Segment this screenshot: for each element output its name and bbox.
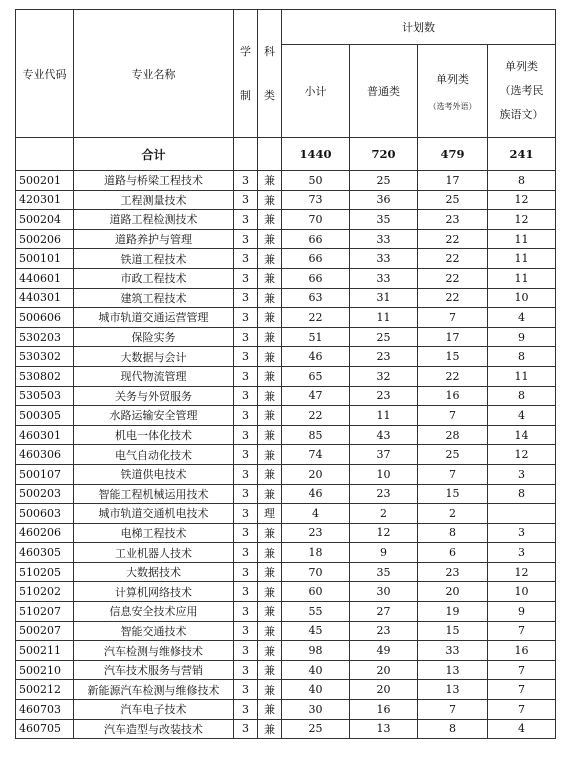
cell-subtotal: 60 — [282, 582, 350, 602]
cell-single2: 8 — [488, 171, 556, 191]
cell-name: 大数据技术 — [74, 562, 234, 582]
header-plan: 计划数 — [282, 10, 556, 45]
table-row — [16, 602, 556, 622]
cell-duration: 3 — [234, 543, 258, 563]
header-row-top — [16, 10, 556, 45]
cell-normal: 23 — [350, 386, 418, 406]
cell-single1: 23 — [418, 210, 488, 230]
table-row — [16, 406, 556, 426]
cell-single1: 17 — [418, 327, 488, 347]
cell-duration: 3 — [234, 425, 258, 445]
table-row — [16, 386, 556, 406]
cell-normal: 33 — [350, 229, 418, 249]
table-row — [16, 504, 556, 524]
cell-duration: 3 — [234, 366, 258, 386]
total-single2: 241 — [488, 138, 556, 171]
cell-normal: 35 — [350, 210, 418, 230]
table-row — [16, 249, 556, 269]
cell-category: 理 — [258, 504, 282, 524]
cell-code: 530503 — [16, 386, 74, 406]
cell-name: 现代物流管理 — [74, 366, 234, 386]
cell-category: 兼 — [258, 366, 282, 386]
cell-category: 兼 — [258, 719, 282, 739]
table-row — [16, 621, 556, 641]
cell-subtotal: 70 — [282, 562, 350, 582]
cell-single2: 8 — [488, 386, 556, 406]
cell-subtotal: 40 — [282, 680, 350, 700]
cell-single2: 3 — [488, 543, 556, 563]
table-row — [16, 190, 556, 210]
table-row — [16, 288, 556, 308]
header-name: 专业名称 — [74, 10, 234, 138]
cell-duration: 3 — [234, 386, 258, 406]
cell-category: 兼 — [258, 171, 282, 191]
cell-category: 兼 — [258, 641, 282, 661]
cell-name: 工程测量技术 — [74, 190, 234, 210]
cell-duration: 3 — [234, 719, 258, 739]
cell-code: 420301 — [16, 190, 74, 210]
cell-single1: 20 — [418, 582, 488, 602]
cell-single2: 11 — [488, 268, 556, 288]
cell-name: 铁道供电技术 — [74, 464, 234, 484]
cell-duration: 3 — [234, 504, 258, 524]
cell-category: 兼 — [258, 602, 282, 622]
cell-category: 兼 — [258, 190, 282, 210]
cell-single1: 22 — [418, 366, 488, 386]
cell-name: 城市轨道交通运营管理 — [74, 308, 234, 328]
cell-single1: 33 — [418, 641, 488, 661]
cell-category: 兼 — [258, 700, 282, 720]
cell-name: 道路工程检测技术 — [74, 210, 234, 230]
cell-normal: 20 — [350, 660, 418, 680]
cell-duration: 3 — [234, 171, 258, 191]
cell-single2 — [488, 504, 556, 524]
cell-subtotal: 47 — [282, 386, 350, 406]
total-duration — [234, 138, 258, 171]
cell-name: 智能交通技术 — [74, 621, 234, 641]
cell-subtotal: 65 — [282, 366, 350, 386]
cell-name: 建筑工程技术 — [74, 288, 234, 308]
cell-code: 460306 — [16, 445, 74, 465]
cell-name: 汽车电子技术 — [74, 700, 234, 720]
table-row — [16, 700, 556, 720]
cell-duration: 3 — [234, 523, 258, 543]
cell-duration: 3 — [234, 210, 258, 230]
cell-name: 电气自动化技术 — [74, 445, 234, 465]
cell-subtotal: 98 — [282, 641, 350, 661]
cell-subtotal: 74 — [282, 445, 350, 465]
cell-single1: 19 — [418, 602, 488, 622]
cell-category: 兼 — [258, 347, 282, 367]
cell-code: 500305 — [16, 406, 74, 426]
cell-duration: 3 — [234, 249, 258, 269]
cell-duration: 3 — [234, 641, 258, 661]
table-row — [16, 484, 556, 504]
cell-code: 530802 — [16, 366, 74, 386]
cell-single1: 7 — [418, 464, 488, 484]
cell-name: 水路运输安全管理 — [74, 406, 234, 426]
enrollment-plan-table — [15, 9, 556, 739]
cell-code: 500206 — [16, 229, 74, 249]
cell-subtotal: 55 — [282, 602, 350, 622]
cell-subtotal: 22 — [282, 406, 350, 426]
cell-duration: 3 — [234, 268, 258, 288]
cell-name: 汽车技术服务与营销 — [74, 660, 234, 680]
cell-code: 500603 — [16, 504, 74, 524]
cell-category: 兼 — [258, 523, 282, 543]
table-row — [16, 641, 556, 661]
cell-category: 兼 — [258, 210, 282, 230]
table-row — [16, 543, 556, 563]
total-subtotal: 1440 — [282, 138, 350, 171]
cell-subtotal: 46 — [282, 484, 350, 504]
header-single1-note: （选考外语） — [428, 101, 477, 111]
cell-subtotal: 70 — [282, 210, 350, 230]
cell-name: 市政工程技术 — [74, 268, 234, 288]
cell-code: 510207 — [16, 602, 74, 622]
cell-duration: 3 — [234, 582, 258, 602]
cell-normal: 27 — [350, 602, 418, 622]
cell-category: 兼 — [258, 425, 282, 445]
cell-subtotal: 20 — [282, 464, 350, 484]
cell-subtotal: 66 — [282, 229, 350, 249]
cell-single1: 22 — [418, 268, 488, 288]
cell-single2: 16 — [488, 641, 556, 661]
cell-subtotal: 85 — [282, 425, 350, 445]
cell-code: 510202 — [16, 582, 74, 602]
cell-subtotal: 23 — [282, 523, 350, 543]
cell-name: 关务与外贸服务 — [74, 386, 234, 406]
cell-single1: 13 — [418, 660, 488, 680]
cell-single2: 10 — [488, 288, 556, 308]
cell-single2: 9 — [488, 327, 556, 347]
cell-subtotal: 30 — [282, 700, 350, 720]
enrollment-plan-table-wrapper — [15, 9, 556, 739]
cell-code: 500207 — [16, 621, 74, 641]
cell-single1: 25 — [418, 445, 488, 465]
cell-name: 大数据与会计 — [74, 347, 234, 367]
cell-single1: 7 — [418, 308, 488, 328]
cell-normal: 23 — [350, 484, 418, 504]
cell-category: 兼 — [258, 249, 282, 269]
cell-category: 兼 — [258, 386, 282, 406]
cell-normal: 9 — [350, 543, 418, 563]
cell-single1: 22 — [418, 288, 488, 308]
cell-subtotal: 63 — [282, 288, 350, 308]
cell-subtotal: 51 — [282, 327, 350, 347]
cell-code: 440301 — [16, 288, 74, 308]
cell-subtotal: 66 — [282, 268, 350, 288]
cell-normal: 31 — [350, 288, 418, 308]
cell-single1: 17 — [418, 171, 488, 191]
cell-subtotal: 40 — [282, 660, 350, 680]
cell-single2: 8 — [488, 347, 556, 367]
cell-name: 计算机网络技术 — [74, 582, 234, 602]
cell-normal: 2 — [350, 504, 418, 524]
cell-single2: 7 — [488, 680, 556, 700]
cell-code: 500201 — [16, 171, 74, 191]
table-row — [16, 210, 556, 230]
cell-duration: 3 — [234, 562, 258, 582]
cell-name: 铁道工程技术 — [74, 249, 234, 269]
table-row — [16, 660, 556, 680]
header-duration: 学 制 — [234, 10, 258, 138]
cell-duration: 3 — [234, 660, 258, 680]
cell-category: 兼 — [258, 288, 282, 308]
cell-single2: 3 — [488, 523, 556, 543]
cell-single1: 6 — [418, 543, 488, 563]
cell-name: 城市轨道交通机电技术 — [74, 504, 234, 524]
cell-normal: 49 — [350, 641, 418, 661]
cell-normal: 25 — [350, 327, 418, 347]
cell-subtotal: 50 — [282, 171, 350, 191]
cell-category: 兼 — [258, 229, 282, 249]
cell-single1: 8 — [418, 719, 488, 739]
cell-name: 智能工程机械运用技术 — [74, 484, 234, 504]
cell-normal: 36 — [350, 190, 418, 210]
cell-normal: 13 — [350, 719, 418, 739]
cell-subtotal: 45 — [282, 621, 350, 641]
cell-single1: 25 — [418, 190, 488, 210]
cell-duration: 3 — [234, 229, 258, 249]
cell-duration: 3 — [234, 700, 258, 720]
cell-subtotal: 25 — [282, 719, 350, 739]
cell-single2: 4 — [488, 719, 556, 739]
table-body — [16, 138, 556, 739]
table-row — [16, 582, 556, 602]
cell-category: 兼 — [258, 464, 282, 484]
table-header — [16, 10, 556, 138]
total-normal: 720 — [350, 138, 418, 171]
header-single1-cell — [418, 45, 488, 138]
cell-subtotal: 73 — [282, 190, 350, 210]
table-row — [16, 229, 556, 249]
cell-code: 500212 — [16, 680, 74, 700]
cell-name: 新能源汽车检测与维修技术 — [74, 680, 234, 700]
cell-normal: 25 — [350, 171, 418, 191]
cell-normal: 12 — [350, 523, 418, 543]
cell-name: 工业机器人技术 — [74, 543, 234, 563]
cell-name: 机电一体化技术 — [74, 425, 234, 445]
cell-normal: 37 — [350, 445, 418, 465]
table-row — [16, 366, 556, 386]
cell-normal: 33 — [350, 249, 418, 269]
cell-single1: 2 — [418, 504, 488, 524]
header-single1: 单列类 — [436, 72, 469, 86]
cell-single1: 7 — [418, 700, 488, 720]
cell-single1: 13 — [418, 680, 488, 700]
cell-category: 兼 — [258, 660, 282, 680]
cell-single2: 11 — [488, 249, 556, 269]
cell-code: 460705 — [16, 719, 74, 739]
table-row — [16, 523, 556, 543]
cell-single1: 15 — [418, 484, 488, 504]
cell-code: 460703 — [16, 700, 74, 720]
cell-single1: 8 — [418, 523, 488, 543]
cell-category: 兼 — [258, 445, 282, 465]
total-single1: 479 — [418, 138, 488, 171]
cell-single2: 12 — [488, 190, 556, 210]
cell-single2: 11 — [488, 229, 556, 249]
cell-single1: 23 — [418, 562, 488, 582]
cell-duration: 3 — [234, 484, 258, 504]
header-code: 专业代码 — [16, 10, 74, 138]
cell-code: 500204 — [16, 210, 74, 230]
cell-subtotal: 22 — [282, 308, 350, 328]
cell-normal: 11 — [350, 406, 418, 426]
cell-name: 汽车造型与改装技术 — [74, 719, 234, 739]
cell-single2: 7 — [488, 660, 556, 680]
table-row — [16, 327, 556, 347]
cell-category: 兼 — [258, 327, 282, 347]
cell-single2: 11 — [488, 366, 556, 386]
cell-duration: 3 — [234, 406, 258, 426]
cell-duration: 3 — [234, 602, 258, 622]
cell-single1: 22 — [418, 249, 488, 269]
cell-category: 兼 — [258, 543, 282, 563]
cell-category: 兼 — [258, 308, 282, 328]
table-row — [16, 445, 556, 465]
cell-name: 道路养护与管理 — [74, 229, 234, 249]
cell-duration: 3 — [234, 347, 258, 367]
cell-subtotal: 46 — [282, 347, 350, 367]
header-normal: 普通类 — [350, 45, 418, 138]
cell-duration: 3 — [234, 288, 258, 308]
cell-single1: 22 — [418, 229, 488, 249]
cell-duration: 3 — [234, 327, 258, 347]
cell-code: 500107 — [16, 464, 74, 484]
cell-normal: 23 — [350, 621, 418, 641]
cell-single2: 7 — [488, 700, 556, 720]
cell-category: 兼 — [258, 582, 282, 602]
cell-single2: 12 — [488, 562, 556, 582]
cell-normal: 10 — [350, 464, 418, 484]
table-row — [16, 680, 556, 700]
cell-single1: 7 — [418, 406, 488, 426]
cell-code: 460206 — [16, 523, 74, 543]
cell-category: 兼 — [258, 562, 282, 582]
cell-single1: 16 — [418, 386, 488, 406]
cell-normal: 30 — [350, 582, 418, 602]
cell-single1: 15 — [418, 347, 488, 367]
cell-single2: 7 — [488, 621, 556, 641]
header-category: 科 类 — [258, 10, 282, 138]
cell-single2: 12 — [488, 445, 556, 465]
cell-single2: 4 — [488, 308, 556, 328]
table-row — [16, 562, 556, 582]
cell-normal: 20 — [350, 680, 418, 700]
cell-normal: 32 — [350, 366, 418, 386]
cell-normal: 35 — [350, 562, 418, 582]
cell-normal: 11 — [350, 308, 418, 328]
cell-normal: 33 — [350, 268, 418, 288]
table-row — [16, 719, 556, 739]
total-label: 合计 — [74, 138, 234, 171]
cell-code: 510205 — [16, 562, 74, 582]
cell-single1: 15 — [418, 621, 488, 641]
cell-name: 道路与桥梁工程技术 — [74, 171, 234, 191]
table-row — [16, 425, 556, 445]
cell-subtotal: 18 — [282, 543, 350, 563]
cell-name: 汽车检测与维修技术 — [74, 641, 234, 661]
cell-duration: 3 — [234, 464, 258, 484]
cell-code: 530203 — [16, 327, 74, 347]
total-category — [258, 138, 282, 171]
cell-normal: 43 — [350, 425, 418, 445]
table-row — [16, 308, 556, 328]
cell-normal: 23 — [350, 347, 418, 367]
cell-single2: 14 — [488, 425, 556, 445]
cell-code: 500101 — [16, 249, 74, 269]
cell-code: 500606 — [16, 308, 74, 328]
cell-category: 兼 — [258, 268, 282, 288]
cell-code: 500203 — [16, 484, 74, 504]
cell-duration: 3 — [234, 445, 258, 465]
cell-category: 兼 — [258, 406, 282, 426]
cell-single2: 3 — [488, 464, 556, 484]
cell-single1: 28 — [418, 425, 488, 445]
table-row — [16, 347, 556, 367]
cell-code: 500210 — [16, 660, 74, 680]
cell-name: 保险实务 — [74, 327, 234, 347]
cell-single2: 9 — [488, 602, 556, 622]
total-code — [16, 138, 74, 171]
cell-duration: 3 — [234, 621, 258, 641]
cell-subtotal: 66 — [282, 249, 350, 269]
cell-code: 460301 — [16, 425, 74, 445]
cell-subtotal: 4 — [282, 504, 350, 524]
cell-category: 兼 — [258, 680, 282, 700]
cell-code: 460305 — [16, 543, 74, 563]
total-row — [16, 138, 556, 171]
cell-name: 电梯工程技术 — [74, 523, 234, 543]
cell-category: 兼 — [258, 621, 282, 641]
cell-code: 500211 — [16, 641, 74, 661]
cell-normal: 16 — [350, 700, 418, 720]
cell-single2: 8 — [488, 484, 556, 504]
cell-single2: 10 — [488, 582, 556, 602]
cell-single2: 4 — [488, 406, 556, 426]
table-row — [16, 268, 556, 288]
table-row — [16, 464, 556, 484]
cell-duration: 3 — [234, 190, 258, 210]
cell-category: 兼 — [258, 484, 282, 504]
header-single2: 单列类 （选考民 族语文） — [488, 45, 556, 138]
cell-duration: 3 — [234, 308, 258, 328]
table-row — [16, 171, 556, 191]
cell-single2: 12 — [488, 210, 556, 230]
cell-name: 信息安全技术应用 — [74, 602, 234, 622]
cell-code: 530302 — [16, 347, 74, 367]
cell-duration: 3 — [234, 680, 258, 700]
cell-code: 440601 — [16, 268, 74, 288]
header-subtotal: 小计 — [282, 45, 350, 138]
